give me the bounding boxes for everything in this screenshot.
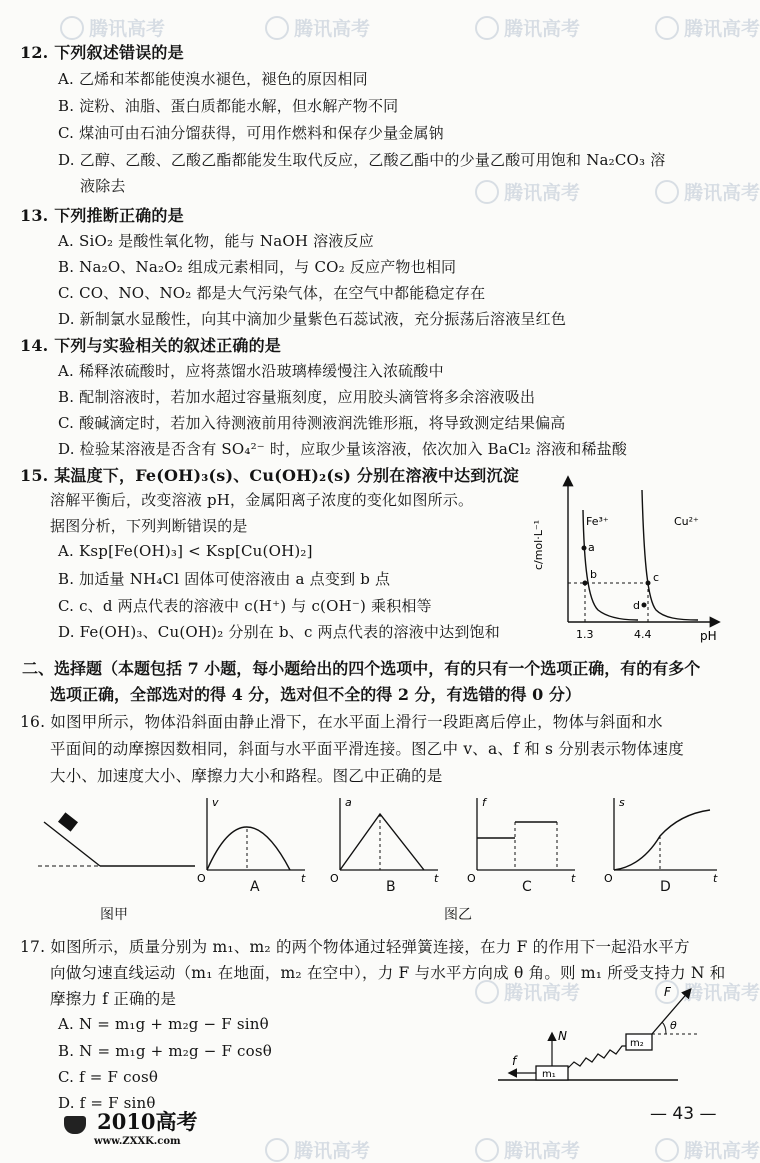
- graph-a-axis: v: [212, 796, 219, 809]
- label-d: d: [633, 599, 640, 612]
- q15-option-c: C. c、d 两点代表的溶液中 c(H⁺) 与 c(OH⁻) 乘积相等: [58, 597, 432, 615]
- label-fe: Fe³⁺: [586, 515, 609, 528]
- q12-option-a: A. 乙烯和苯都能使溴水褪色，褪色的原因相同: [58, 70, 368, 88]
- q13-option-d: D. 新制氯水显酸性，向其中滴加少量紫色石蕊试液，充分振荡后溶液呈红色: [58, 310, 567, 328]
- footer-logo-text: 2010高考: [97, 1109, 198, 1134]
- label-a: a: [588, 541, 595, 554]
- watermark: 腾讯高考: [475, 978, 580, 1005]
- label-cu: Cu²⁺: [674, 515, 699, 528]
- graph-c-axis: f: [482, 796, 486, 809]
- watermark-logo-icon: [475, 1138, 499, 1162]
- q16-graph-b: [328, 792, 448, 892]
- watermark-logo-icon: [475, 980, 499, 1004]
- watermark-logo-icon: [655, 16, 679, 40]
- q15-stem-line2: 溶解平衡后，改变溶液 pH，金属阳离子浓度的变化如图所示。: [50, 491, 474, 509]
- graph-a-label: A: [250, 879, 260, 895]
- q16-graph-d: [602, 792, 727, 892]
- label-b: b: [590, 568, 597, 581]
- section2-line2: 选项正确，全部选对的得 4 分，选对但不全的得 2 分，有选错的得 0 分）: [50, 685, 581, 704]
- q14-option-d: D. 检验某溶液是否含有 SO₄²⁻ 时，应取少量该溶液，依次加入 BaCl₂ 溶液和稀盐酸: [58, 440, 628, 458]
- graph-c-origin: O: [467, 872, 476, 885]
- watermark-logo-icon: [655, 1138, 679, 1162]
- watermark-logo-icon: [265, 16, 289, 40]
- y-axis-label: c/mol·L⁻¹: [532, 519, 545, 571]
- q13-option-c: C. CO、NO、NO₂ 都是大气污染气体，在空气中都能稳定存在: [58, 284, 486, 302]
- watermark-logo-icon: [475, 16, 499, 40]
- q17-stem-line1: 17. 如图所示，质量分别为 m₁、m₂ 的两个物体通过轻弹簧连接，在力 F 的作用下一起沿水平方: [20, 938, 690, 956]
- watermark: 腾讯高考: [475, 14, 580, 41]
- graph-c-t: t: [571, 872, 576, 885]
- q12-option-d-cont: 液除去: [80, 177, 126, 195]
- q17-stem-line3: 摩擦力 f 正确的是: [50, 990, 177, 1008]
- q17-option-b: B. N = m₁g + m₂g − F cosθ: [58, 1042, 273, 1060]
- x-axis-label: pH: [700, 629, 717, 643]
- q12-option-c: C. 煤油可由石油分馏获得，可用作燃料和保存少量金属钠: [58, 124, 444, 142]
- q12-option-b: B. 淀粉、油脂、蛋白质都能水解，但水解产物不同: [58, 97, 399, 115]
- graduation-cap-icon: [64, 1116, 86, 1134]
- watermark: 腾讯高考: [265, 1136, 370, 1163]
- block-m2-label: m₂: [630, 1038, 644, 1049]
- q16-graph-a: [195, 792, 315, 892]
- q14-stem: 14. 下列与实验相关的叙述正确的是: [20, 336, 282, 355]
- x-tick-1.3: 1.3: [576, 628, 594, 641]
- q15-concentration-chart: [528, 470, 728, 648]
- q17-stem-line2: 向做匀速直线运动（m₁ 在地面，m₂ 在空中），力 F 与水平方向成 θ 角。则 m₁ 所受支持力 N 和: [50, 964, 726, 982]
- q16-stem-line2: 平面间的动摩擦因数相同，斜面与水平面平滑连接。图乙中 v、a、f 和 s 分别表示物体速度: [50, 740, 684, 758]
- a-curve: [340, 814, 424, 870]
- q14-option-c: C. 酸碱滴定时，若加入待测液前用待测液润洗锥形瓶，将导致测定结果偏高: [58, 414, 566, 432]
- watermark-logo-icon: [655, 180, 679, 204]
- q15-stem-line1: 15. 某温度下，Fe(OH)₃(s)、Cu(OH)₂(s) 分别在溶液中达到沉淀: [20, 466, 519, 485]
- q16-stem-line1: 16. 如图甲所示，物体沿斜面由静止滑下，在水平面上滑行一段距离后停止，物体与斜面和水: [20, 713, 663, 731]
- point-a: [582, 546, 587, 551]
- graph-a-origin: O: [197, 872, 206, 885]
- graph-d-label: D: [660, 879, 671, 895]
- applied-force-label: F: [664, 985, 671, 999]
- watermark: 腾讯高考: [655, 978, 760, 1005]
- graph-a-t: t: [301, 872, 306, 885]
- graph-c-label: C: [522, 879, 532, 895]
- q14-option-a: A. 稀释浓硫酸时，应将蒸馏水沿玻璃棒缓慢注入浓硫酸中: [58, 362, 444, 380]
- footer-logo: [64, 1106, 198, 1147]
- watermark: 腾讯高考: [60, 14, 165, 41]
- q12-option-d: D. 乙醇、乙酸、乙酸乙酯都能发生取代反应，乙酸乙酯中的少量乙酸可用饱和 Na₂CO₃ 溶: [58, 151, 666, 169]
- watermark: 腾讯高考: [475, 1136, 580, 1163]
- watermark: 腾讯高考: [655, 14, 760, 41]
- graph-d-origin: O: [604, 872, 613, 885]
- q15-stem-line3: 据图分析，下列判断错误的是: [50, 517, 248, 535]
- q16-stem-line3: 大小、加速度大小、摩擦力大小和路程。图乙中正确的是: [50, 767, 443, 785]
- block-m1-label: m₁: [542, 1069, 556, 1080]
- q14-option-b: B. 配制溶液时，若加水超过容量瓶刻度，应用胶头滴管将多余溶液吸出: [58, 388, 536, 406]
- q15-option-a: A. Ksp[Fe(OH)₃] < Ksp[Cu(OH)₂]: [58, 542, 313, 560]
- q17-option-a: A. N = m₁g + m₂g − F sinθ: [58, 1015, 269, 1033]
- graph-d-t: t: [713, 872, 718, 885]
- q13-option-a: A. SiO₂ 是酸性氧化物，能与 NaOH 溶液反应: [58, 232, 374, 250]
- fig-jia-caption: 图甲: [100, 907, 128, 923]
- graph-b-t: t: [434, 872, 439, 885]
- angle-arc: [662, 1022, 666, 1034]
- graph-b-origin: O: [330, 872, 339, 885]
- q16-incline-figure: [30, 800, 200, 880]
- x-tick-4.4: 4.4: [634, 628, 652, 641]
- fig-yi-caption: 图乙: [444, 907, 472, 923]
- cu-curve: [642, 490, 698, 620]
- point-d: [642, 603, 647, 608]
- point-b: [583, 581, 588, 586]
- q16-graph-c: [465, 792, 585, 892]
- q13-stem: 13. 下列推断正确的是: [20, 206, 184, 225]
- sliding-block: [58, 812, 78, 831]
- page-number: — 43 —: [650, 1104, 717, 1124]
- section2-line1: 二、选择题（本题包括 7 小题，每小题给出的四个选项中，有的只有一个选项正确，有的有多个: [22, 659, 701, 678]
- label-c: c: [653, 571, 660, 584]
- angle-label: θ: [670, 1019, 677, 1032]
- q12-stem: 12. 下列叙述错误的是: [20, 43, 184, 62]
- watermark-logo-icon: [475, 180, 499, 204]
- q17-option-c: C. f = F cosθ: [58, 1068, 159, 1086]
- graph-d-axis: s: [619, 796, 625, 809]
- q15-option-b: B. 加适量 NH₄Cl 固体可使溶液由 a 点变到 b 点: [58, 570, 391, 588]
- s-curve: [614, 810, 710, 870]
- watermark: 腾讯高考: [655, 178, 760, 205]
- v-curve: [207, 827, 290, 870]
- friction-label: f: [512, 1054, 517, 1068]
- spring: [568, 1046, 626, 1068]
- footer-logo-site: www.ZXXK.com: [94, 1136, 181, 1147]
- graph-b-axis: a: [345, 796, 352, 809]
- q17-option-d: D. f = F sinθ: [58, 1094, 156, 1112]
- normal-force-label: N: [558, 1029, 567, 1043]
- point-c: [646, 581, 651, 586]
- watermark: 腾讯高考: [475, 178, 580, 205]
- q13-option-b: B. Na₂O、Na₂O₂ 组成元素相同，与 CO₂ 反应产物也相同: [58, 258, 457, 276]
- graph-b-label: B: [386, 879, 396, 895]
- watermark: 腾讯高考: [265, 14, 370, 41]
- watermark-logo-icon: [265, 1138, 289, 1162]
- q15-option-d: D. Fe(OH)₃、Cu(OH)₂ 分别在 b、c 两点代表的溶液中达到饱和: [58, 623, 500, 641]
- watermark-logo-icon: [60, 16, 84, 40]
- q17-spring-figure: [498, 980, 733, 1090]
- watermark: 腾讯高考: [655, 1136, 760, 1163]
